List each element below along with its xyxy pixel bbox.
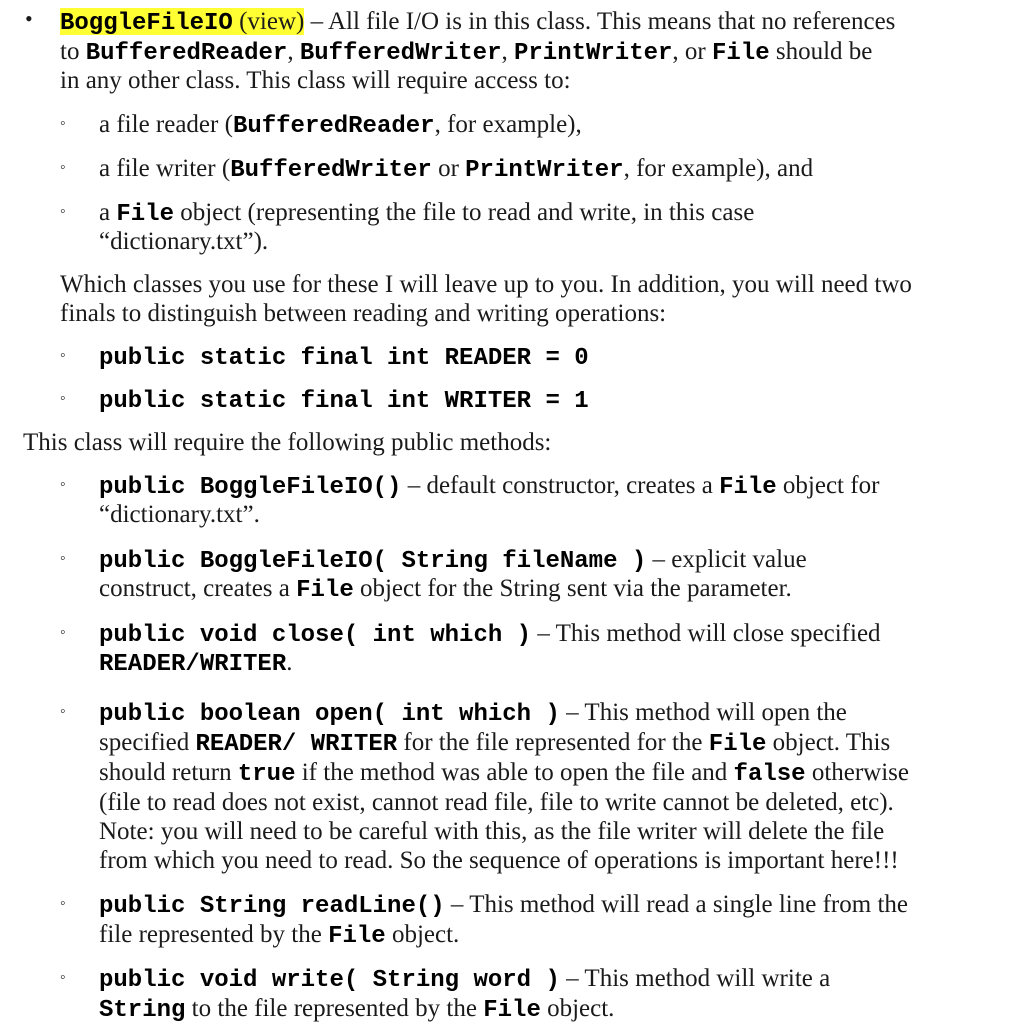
sub-bullet-icon: ◦ xyxy=(60,390,66,407)
method-close-line-2: READER/WRITER. xyxy=(99,649,293,678)
intro-line-1: BoggleFileIO (view) – All file I/O is in this class. This means that no references xyxy=(60,8,896,37)
method-open: public boolean open( int which ) – This method will open the xyxy=(99,699,847,728)
method-explicit-constructor: public BoggleFileIO( String fileName ) – explicit value xyxy=(99,546,807,575)
access-item-file-line-2: “dictionary.txt”). xyxy=(99,228,269,255)
class-name-highlight xyxy=(60,8,304,35)
method-default-constructor: public BoggleFileIO() – default constructor, creates a File object for xyxy=(99,472,880,501)
method-open-line-3: should return true if the method was able to open the file and false otherwise xyxy=(99,759,910,788)
intro-line-3: in any other class. This class will require access to: xyxy=(60,67,571,94)
method-write: public void write( String word ) – This method will write a xyxy=(99,965,831,994)
sub-bullet-icon: ◦ xyxy=(60,115,66,132)
method-open-line-2: specified READER/ WRITER for the file represented for the File object. This xyxy=(99,729,891,758)
method-readline-line-2: file represented by the File object. xyxy=(99,921,460,950)
sub-bullet-icon: ◦ xyxy=(60,347,66,364)
method-open-line-5: Note: you will need to be careful with this, as the file writer will delete the file xyxy=(99,818,885,845)
access-item-file: a File object (representing the file to read and write, in this case xyxy=(99,199,755,228)
sub-bullet-icon: ◦ xyxy=(60,624,66,641)
methods-intro: This class will require the following public methods: xyxy=(23,429,552,456)
para2-line-2: finals to distinguish between reading and writing operations: xyxy=(60,300,667,327)
sub-bullet-icon: ◦ xyxy=(60,703,66,720)
final-writer: public static final int WRITER = 1 xyxy=(99,388,589,415)
sub-bullet-icon: ◦ xyxy=(60,203,66,220)
method-open-line-6: from which you need to read. So the sequence of operations is important here!!! xyxy=(99,847,899,874)
bullet-icon: • xyxy=(25,6,33,31)
method-open-line-4: (file to read does not exist, cannot read file, file to write cannot be deleted, etc). xyxy=(99,789,894,816)
para2-line-1: Which classes you use for these I will leave up to you. In addition, you will need two xyxy=(60,271,912,298)
final-reader: public static final int READER = 0 xyxy=(99,345,589,372)
intro-line-2: to BufferedReader, BufferedWriter, PrintWriter, or File should be xyxy=(60,38,873,67)
access-item-writer: a file writer (BufferedWriter or PrintWriter, for example), and xyxy=(99,155,814,184)
sub-bullet-icon: ◦ xyxy=(60,159,66,176)
sub-bullet-icon: ◦ xyxy=(60,476,66,493)
view-link[interactable]: (view) xyxy=(239,8,305,35)
method-write-line-2: String to the file represented by the File object. xyxy=(99,995,615,1024)
method-readline: public String readLine() – This method will read a single line from the xyxy=(99,891,908,920)
method-default-constructor-line-2: “dictionary.txt”. xyxy=(99,501,260,528)
access-item-reader: a file reader (BufferedReader, for example), xyxy=(99,111,582,140)
sub-bullet-icon: ◦ xyxy=(60,895,66,912)
class-name: BoggleFileIO xyxy=(60,10,233,37)
sub-bullet-icon: ◦ xyxy=(60,550,66,567)
method-close: public void close( int which ) – This method will close specified xyxy=(99,620,881,649)
method-explicit-constructor-line-2: construct, creates a File object for the String sent via the parameter. xyxy=(99,575,792,604)
sub-bullet-icon: ◦ xyxy=(60,969,66,986)
